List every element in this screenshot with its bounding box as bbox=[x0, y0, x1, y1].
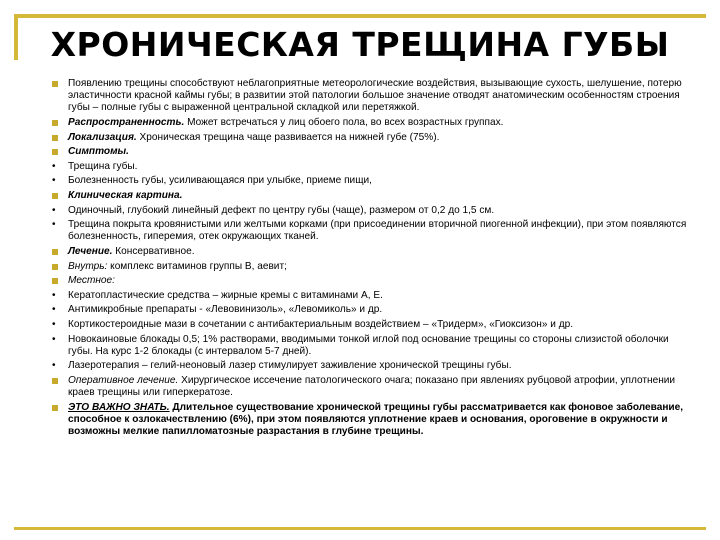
list-item bbox=[48, 219, 688, 243]
dot-bullet-icon: • bbox=[52, 219, 56, 231]
item-lead: Оперативное лечение. bbox=[68, 374, 179, 386]
item-text: Трещина губы. bbox=[68, 160, 138, 172]
square-bullet-icon bbox=[52, 278, 58, 284]
list-item bbox=[48, 246, 688, 258]
list-item bbox=[48, 190, 688, 202]
square-bullet-icon bbox=[52, 78, 58, 91]
square-bullet-icon bbox=[52, 81, 58, 87]
item-text: Может встречаться у лиц обоего пола, во всех возрастных группах. bbox=[184, 117, 504, 128]
list-item bbox=[48, 175, 688, 187]
square-bullet-icon bbox=[52, 190, 58, 203]
item-text: Хирургическое иссечение патологического очага; показано при явлениях рубцовой атрофии, уплотнении краев трещины или гиперкератозе. bbox=[68, 374, 676, 399]
dot-bullet-icon: • bbox=[52, 204, 56, 216]
square-bullet-icon bbox=[52, 275, 58, 288]
item-text: Кортикостероидные мази в сочетании с антибактериальным воздействием – «Тридерм», «Гиоксизон» и др. bbox=[68, 318, 574, 330]
item-text: Болезненность губы, усиливающаяся при улыбке, приеме пищи, bbox=[68, 175, 372, 187]
dot-bullet-icon: • bbox=[52, 160, 56, 172]
item-lead: Локализация. bbox=[68, 131, 137, 143]
square-bullet-icon bbox=[52, 249, 58, 255]
item-lead: Внутрь: bbox=[68, 260, 108, 272]
item-text: Кератопластические средства – жирные кремы с витаминами А, Е. bbox=[68, 289, 383, 301]
item-text: Лазеротерапия – гелий-неоновый лазер стимулирует заживление хронической трещины губы. bbox=[68, 360, 512, 372]
item-lead: ЭТО ВАЖНО ЗНАТЬ. bbox=[68, 401, 170, 413]
item-text: Одиночный, глубокий линейный дефект по центру губы (чаще), размером от 0,2 до 1,5 см. bbox=[68, 204, 495, 216]
list-item bbox=[48, 261, 688, 273]
bottom-accent-bar bbox=[14, 527, 706, 530]
list-item bbox=[48, 319, 688, 331]
list-item bbox=[48, 290, 688, 302]
slide-title: ХРОНИЧЕСКАЯ ТРЕЩИНА ГУБЫ bbox=[50, 25, 670, 64]
list-item bbox=[48, 402, 688, 439]
item-lead: Симптомы. bbox=[68, 146, 129, 158]
list-item bbox=[48, 334, 688, 358]
list-item bbox=[48, 161, 688, 173]
list-item bbox=[48, 375, 688, 399]
square-bullet-icon bbox=[52, 405, 58, 411]
square-bullet-icon bbox=[52, 149, 58, 155]
left-accent-bar bbox=[14, 14, 18, 60]
list-item bbox=[48, 78, 688, 115]
item-lead: Распространенность. bbox=[68, 117, 185, 128]
list-item bbox=[48, 146, 688, 158]
top-accent-bar bbox=[14, 14, 706, 18]
item-text: комплекс витаминов группы В, аевит; bbox=[107, 260, 287, 272]
square-bullet-icon bbox=[52, 146, 58, 159]
list-item bbox=[48, 304, 688, 316]
list-item bbox=[48, 132, 688, 144]
square-bullet-icon bbox=[52, 402, 58, 415]
list-item bbox=[48, 205, 688, 217]
item-text: Антимикробные препараты - «Левовинизоль», «Левомиколь» и др. bbox=[68, 304, 383, 316]
item-text: Появлению трещины способствуют неблагоприятные метеорологические воздействия, вызывающие сухость, шелушение, потерю эластичности красной каймы губы; в развитии этой патологии большое значение отводят анатомическим особенностям строения губы – полные губы с выраженной центральной складкой или перетяжкой. bbox=[68, 78, 682, 114]
dot-bullet-icon: • bbox=[52, 175, 56, 187]
square-bullet-icon bbox=[52, 246, 58, 259]
item-text: Консервативное. bbox=[112, 245, 195, 257]
dot-bullet-icon: • bbox=[52, 318, 56, 330]
square-bullet-icon bbox=[52, 120, 58, 126]
square-bullet-icon bbox=[52, 132, 58, 145]
square-bullet-icon bbox=[52, 135, 58, 141]
square-bullet-icon bbox=[52, 117, 58, 130]
item-text: Трещина покрыта кровянистыми или желтыми корками (при присоединении вторичной пиогенной инфекции), при этом появляются болезненность, гиперемия, отек окружающих тканей. bbox=[68, 219, 687, 243]
item-text: Длительное существование хронической трещины губы рассматривается как фоновое заболевание, способное к озлокачествлению (6%), при этом появляются уплотнение краев и основания, ороговение в окружности и возможны мелкие папилломатозные разрастания в глубине трещины. bbox=[68, 401, 684, 438]
dot-bullet-icon: • bbox=[52, 333, 56, 345]
list-item bbox=[48, 360, 688, 372]
square-bullet-icon bbox=[52, 264, 58, 270]
item-lead: Местное: bbox=[68, 275, 115, 287]
item-text: Новокаиновые блокады 0,5; 1% растворами, вводимыми тонкой иглой под основание трещины со стороны слизистой оболочки губы. На курс 1-2 блокады (с интервалом 5-7 дней). bbox=[68, 333, 669, 357]
dot-bullet-icon: • bbox=[52, 304, 56, 316]
square-bullet-icon bbox=[52, 261, 58, 274]
dot-bullet-icon: • bbox=[52, 360, 56, 372]
dot-bullet-icon: • bbox=[52, 289, 56, 301]
square-bullet-icon bbox=[52, 375, 58, 388]
slide-content bbox=[48, 78, 688, 441]
item-lead: Клиническая картина. bbox=[68, 189, 183, 201]
square-bullet-icon bbox=[52, 193, 58, 199]
list-item bbox=[48, 275, 688, 287]
item-lead: Лечение. bbox=[68, 245, 113, 257]
list-item bbox=[48, 117, 688, 129]
item-text: Хроническая трещина чаще развивается на нижней губе (75%). bbox=[136, 131, 440, 143]
square-bullet-icon bbox=[52, 378, 58, 384]
